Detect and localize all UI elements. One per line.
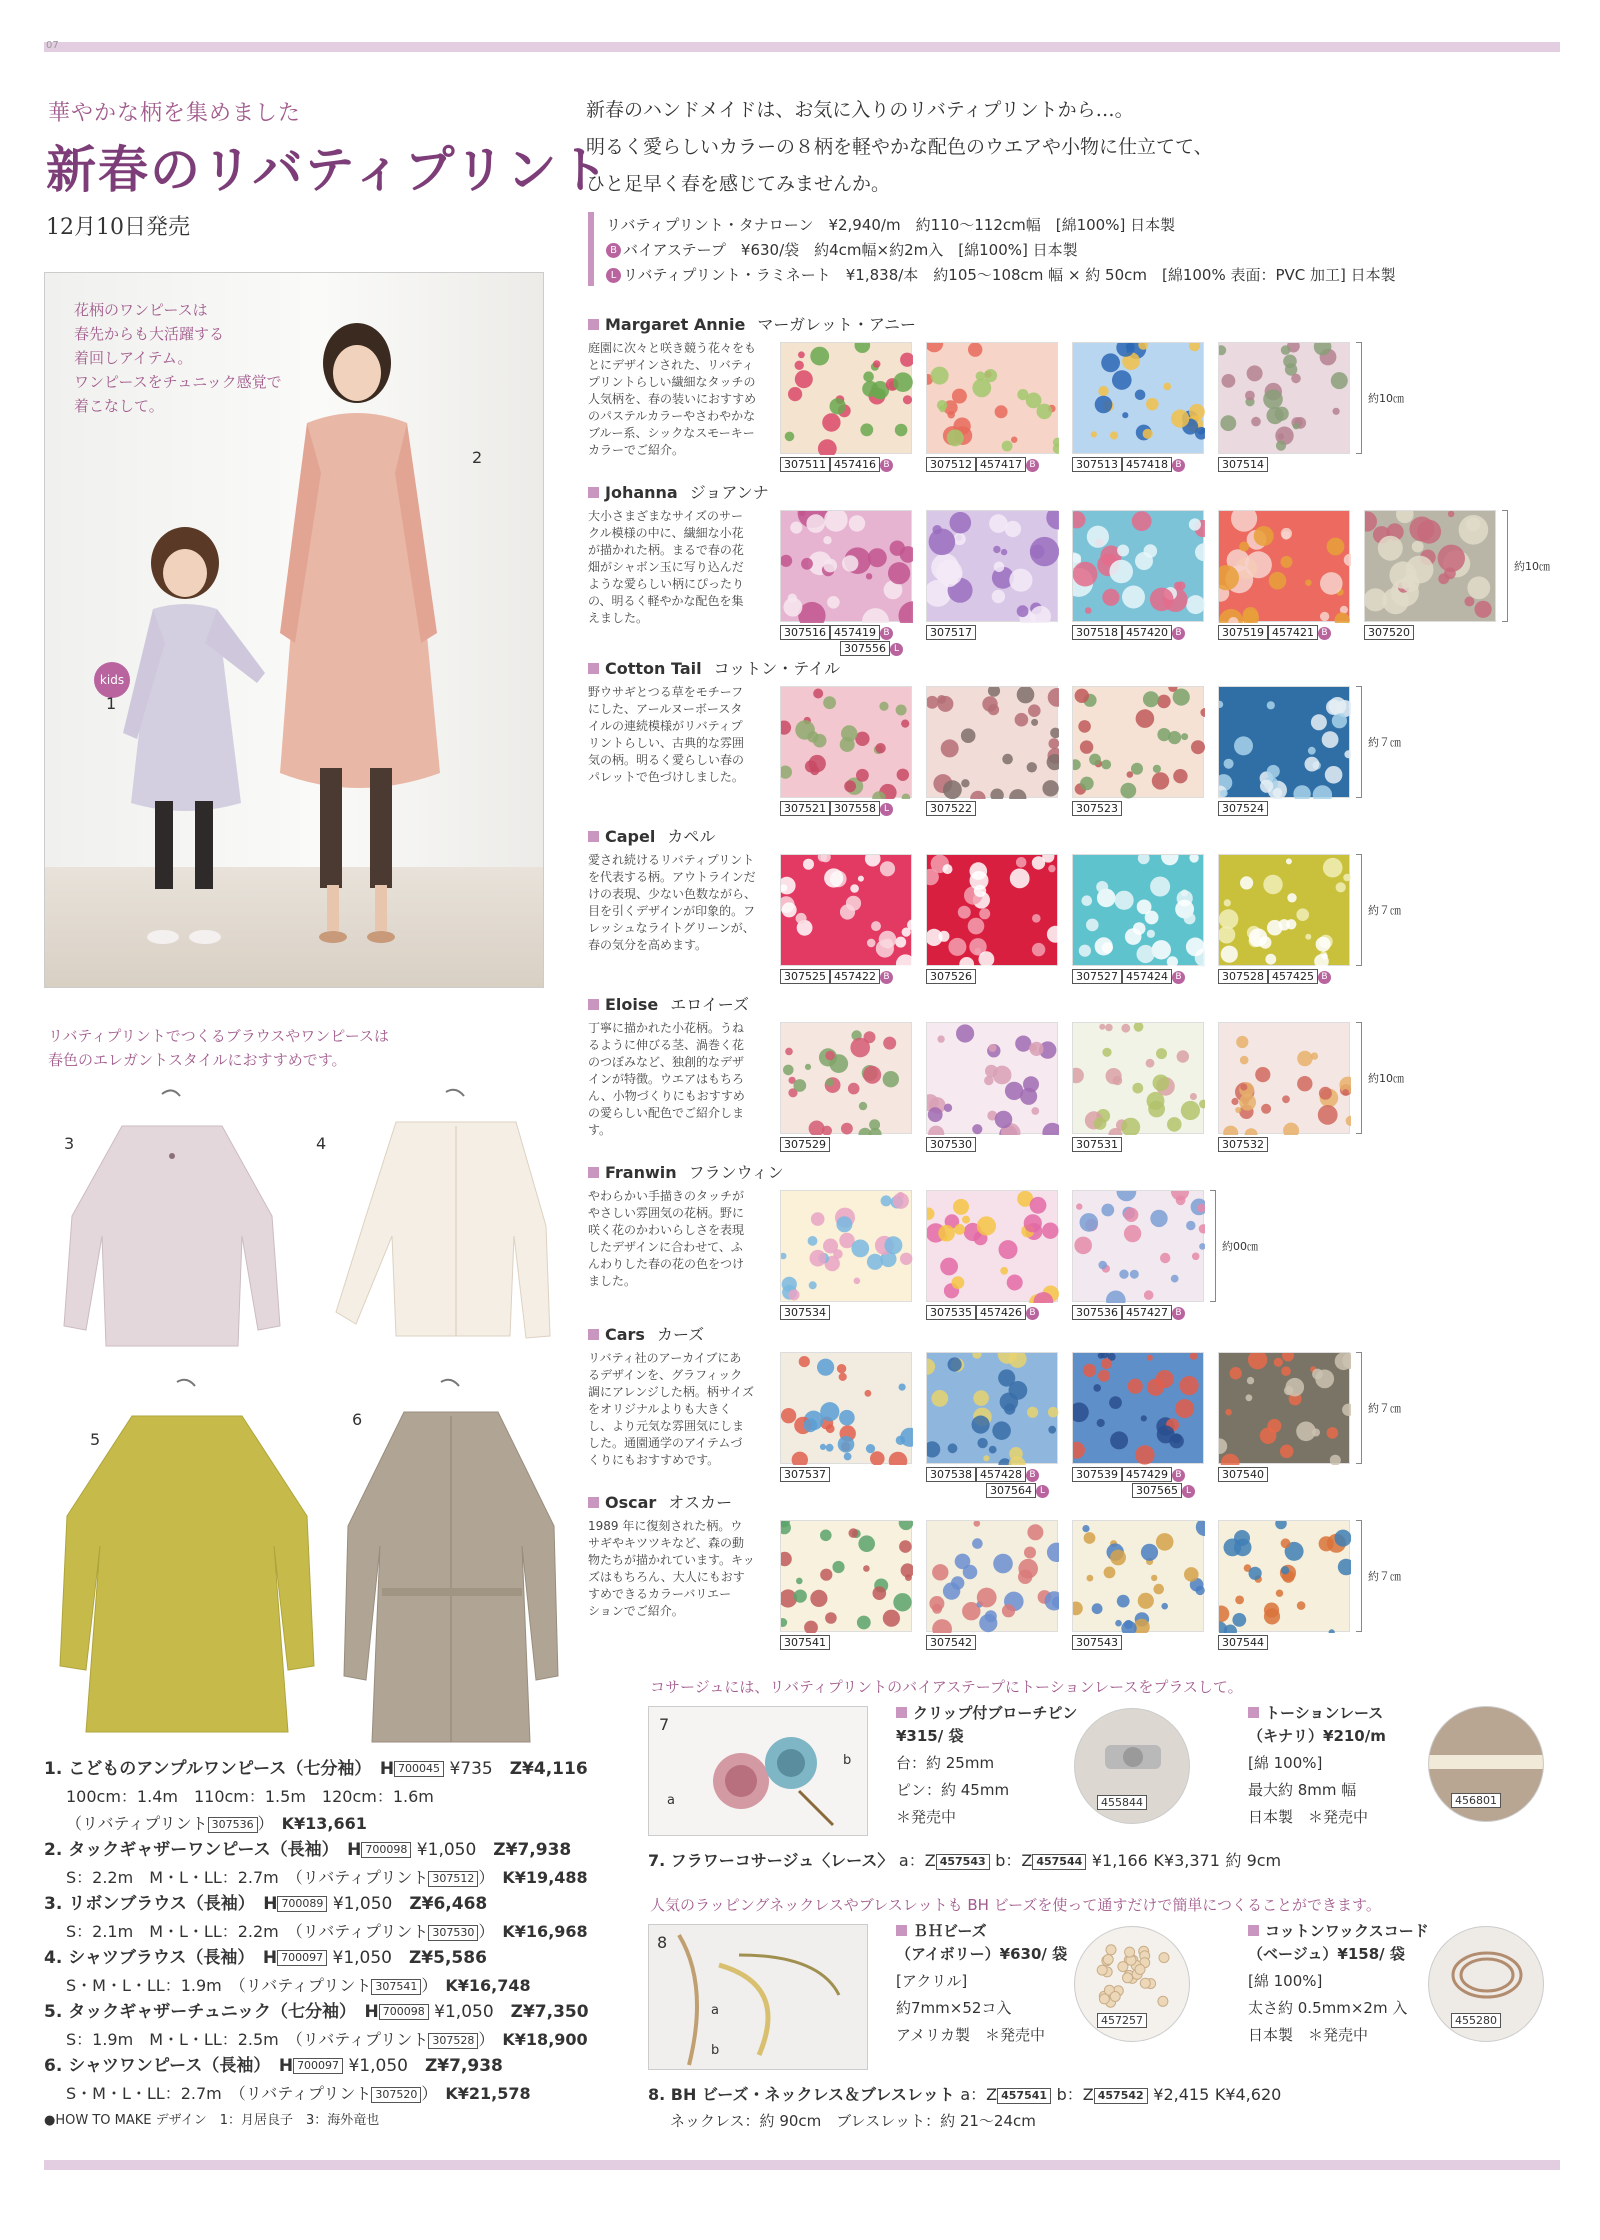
beads-photo-number: 8 [657, 1933, 668, 1952]
brooch-pin-info: クリップ付ブローチピン ¥315/ 袋 台：約 25mm ピン：約 45mm ＊発売中 [896, 1704, 1078, 1826]
section-name: Franwin [605, 1163, 677, 1182]
pattern-size: 約10㎝ [1514, 560, 1550, 573]
swatch-codes: 307513 457418 B [1072, 457, 1187, 473]
fabric-swatch[interactable] [926, 854, 1058, 966]
pattern-size: 約７㎝ [1368, 904, 1401, 917]
section-description-6: やわらかい手描きのタッチが やさしい雰囲気の花柄。野に 咲く花のかわいらしさを表現 したデザインに合わせて、ふ んわりした春の花の色をつけ ました。 [588, 1189, 745, 1288]
section-name-jp: オスカー [668, 1493, 733, 1512]
section-name-jp: カーズ [656, 1325, 705, 1344]
size-indicator-line [1356, 1022, 1362, 1134]
section-title-6 [588, 1160, 784, 1183]
pattern-size: 約７㎝ [1368, 1570, 1401, 1583]
fabric-swatch[interactable] [1072, 1520, 1204, 1632]
fabric-swatch[interactable] [780, 510, 912, 622]
beads-photo-a: a [711, 2003, 719, 2018]
section-title-7 [588, 1322, 704, 1345]
garment-6-image [326, 1376, 566, 1746]
pattern-size: 約10㎝ [1368, 392, 1404, 405]
fabric-swatch[interactable] [926, 1190, 1058, 1302]
fabric-swatch[interactable] [780, 1352, 912, 1464]
section-description-1: 庭園に次々と咲き競う花々をも とにデザインされた、リバティ プリントらしい繊細なタッチの 人気柄を、春の装いにおすすめ のパステルカラーやさわやかな ブルー系、シックなスモーキー カラーでご紹介。 [588, 341, 757, 457]
fabric-swatch[interactable] [780, 686, 912, 798]
swatch-codes: 307543 [1072, 1635, 1122, 1651]
fabric-swatch[interactable] [1218, 1520, 1350, 1632]
page-number: 07 [46, 40, 59, 51]
swatch-laminate-code: 307564 L [986, 1483, 1051, 1499]
fabric-swatch[interactable] [926, 1352, 1058, 1464]
spec-line-2: B バイアステープ ¥630/袋 約4cm幅×約2m入 [綿100%] 日本製 [606, 239, 1078, 260]
fabric-swatch[interactable] [1072, 1352, 1204, 1464]
garment-number-4: 4 [316, 1134, 327, 1153]
section-name: Cotton Tail [605, 659, 702, 678]
howto-note: ●HOW TO MAKE デザイン 1：月居良子 3：海外竜也 [44, 2113, 380, 2128]
size-indicator-line [1356, 1352, 1362, 1464]
size-indicator-line [1356, 686, 1362, 798]
kids-badge: kids [94, 662, 130, 698]
swatch-codes: 307542 [926, 1635, 976, 1651]
fabric-swatch[interactable] [926, 510, 1058, 622]
swatch-codes: 307517 [926, 625, 976, 641]
kicker: 華やかな柄を集めました [48, 101, 302, 126]
corsage-photo-number: 7 [659, 1715, 670, 1734]
garment-4-image [296, 1086, 558, 1356]
swatch-codes: 307512 457417 B [926, 457, 1041, 473]
torchon-lace-code: 456801 [1451, 1793, 1501, 1808]
section-name-jp: エロイーズ [670, 995, 749, 1014]
garment-number-6: 6 [352, 1410, 363, 1429]
size-indicator-line [1210, 1190, 1216, 1302]
swatch-codes: 307518 457420 B [1072, 625, 1187, 641]
section-name-jp: コットン・テイル [713, 659, 841, 678]
swatch-codes: 307539 457429 B [1072, 1467, 1187, 1483]
section-description-3: 野ウサギとつる草をモチーフ にした、アールヌーボースタ イルの連続模様がリバティプ リントらしい、古典的な雰囲 気の柄。明るく愛らしい春の パレットで色づけしました。 [588, 685, 745, 784]
section-name: Capel [605, 827, 656, 846]
fabric-swatch[interactable] [1218, 510, 1350, 622]
section-title-8 [588, 1490, 732, 1513]
swatch-laminate-code: 307556 L [840, 641, 905, 657]
product-item: 1. こどものアンプルワンピース（七分袖） H 700045 ¥735 Z¥4,116 100cm：1.4m 110cm：1.5m 120cm：1.6m （リバティプリント 307536 ） K¥13,661 [44, 1759, 588, 1833]
section-title-5 [588, 992, 749, 1015]
section-name: Cars [605, 1325, 645, 1344]
swatch-codes: 307516 457419 B [780, 625, 895, 641]
size-indicator-line [1356, 1520, 1362, 1632]
fabric-swatch[interactable] [780, 342, 912, 454]
section-title-2 [588, 480, 769, 503]
photo-number-2: 2 [472, 448, 483, 467]
photo-number-1: 1 [106, 694, 117, 713]
section-name-jp: マーガレット・アニー [757, 315, 917, 334]
pattern-size: 約00㎝ [1222, 1240, 1258, 1253]
section-title-4 [588, 824, 715, 847]
swatch-codes: 307529 [780, 1137, 830, 1153]
swatch-codes: 307535 457426 B [926, 1305, 1041, 1321]
swatch-codes: 307541 [780, 1635, 830, 1651]
garment-intro: リバティプリントでつくるブラウスやワンピースは 春色のエレガントスタイルにおすすめです。 [48, 1027, 389, 1069]
swatch-codes: 307524 [1218, 801, 1268, 817]
fabric-swatch[interactable] [1218, 686, 1350, 798]
section-title-3 [588, 656, 840, 679]
bh-beads-code: 457257 [1097, 2013, 1147, 2028]
fabric-swatch[interactable] [780, 854, 912, 966]
swatch-codes: 307522 [926, 801, 976, 817]
swatch-codes: 307511 457416 B [780, 457, 895, 473]
swatch-codes: 307526 [926, 969, 976, 985]
fabric-swatch[interactable] [926, 686, 1058, 798]
product-list [44, 1756, 604, 2134]
swatch-codes: 307525 457422 B [780, 969, 895, 985]
swatch-codes: 307532 [1218, 1137, 1268, 1153]
corsage-product: 7. フラワーコサージュ〈レース〉 a：Z 457543 b：Z 457544 ¥1,166 K¥3,371 約 9cm [648, 1851, 1282, 1870]
fabric-swatch[interactable] [1072, 854, 1204, 966]
torchon-lace-photo [1428, 1706, 1544, 1822]
swatch-codes: 307514 [1218, 457, 1268, 473]
fabric-swatch[interactable] [926, 1520, 1058, 1632]
spec-line-1: リバティプリント・タナローン ¥2,940/m 約110〜112cm幅 [綿100%] 日本製 [606, 216, 1176, 234]
swatch-laminate-code: 307565 L [1132, 1483, 1197, 1499]
section-description-2: 大小さまざまなサイズのサー クル模様の中に、繊細な小花 が描かれた柄。まるで春の花 畑がシャボン玉に写り込んだ ような愛らしい柄にぴったり の、明るく軽やかな配色を集 えました。 [588, 509, 745, 625]
section-description-7: リバティ社のアーカイブにあ るデザインを、グラフィック 調にアレンジした柄。柄サイズ をオリジナルよりも大きく し、より元気な雰囲気にしま した。通園通学のアイテムづ くりにもおすすめです。 [588, 1351, 754, 1467]
spec-bar [588, 212, 594, 286]
cotton-cord-info: コットンワックスコード （ベージュ）¥158/ 袋 [綿 100%] 太さ約 0.5mm×2m 入 日本製 ＊発売中 [1248, 1922, 1429, 2044]
size-indicator-line [1356, 854, 1362, 966]
section-name-jp: カペル [667, 827, 716, 846]
product-item: 2. タックギャザーワンピース（長袖） H 700098 ¥1,050 Z¥7,938 S：2.2m M・L・LL：2.7m （リバティプリント 307512 ） K¥19,488 [44, 1840, 588, 1887]
beads-headline: 人気のラッピングネックレスやブレスレットも BH ビーズを使って通すだけで簡単につくることができます。 [650, 1896, 1381, 1914]
section-name: Eloise [605, 995, 659, 1014]
page-title: 新春のリバティプリント [46, 140, 611, 199]
fabric-swatch[interactable] [780, 1022, 912, 1134]
pattern-size: 約10㎝ [1368, 1072, 1404, 1085]
torchon-lace-info: トーションレース （キナリ）¥210/m [綿 100%] 最大約 8mm 幅 日本製 ＊発売中 [1248, 1704, 1386, 1826]
fabric-swatch[interactable] [1218, 1022, 1350, 1134]
beads-photo [648, 1924, 868, 2070]
swatch-codes: 307519 457421 B [1218, 625, 1333, 641]
fabric-swatch[interactable] [1072, 686, 1204, 798]
fabric-swatch[interactable] [926, 1022, 1058, 1134]
section-description-5: 丁寧に描かれた小花柄。うね るように伸びる茎、渦巻く花 のつぼみなど、独創的なデザ インが特徴。ウエアはもちろ ん、小物づくりにもおすすめ の愛らしい配色でご紹介しま す。 [588, 1021, 745, 1137]
fabric-swatch[interactable] [1218, 854, 1350, 966]
brooch-pin-code: 455844 [1097, 1795, 1147, 1810]
fabric-swatch[interactable] [1072, 1022, 1204, 1134]
swatch-codes: 307523 [1072, 801, 1122, 817]
pattern-size: 約７㎝ [1368, 1402, 1401, 1415]
fabric-swatch[interactable] [780, 1520, 912, 1632]
fabric-swatch[interactable] [1072, 510, 1204, 622]
fabric-swatch[interactable] [1364, 510, 1496, 622]
swatch-codes: 307540 [1218, 1467, 1268, 1483]
swatch-codes: 307528 457425 B [1218, 969, 1333, 985]
garment-5-image [52, 1376, 322, 1736]
product-item: 4. シャツブラウス（長袖） H 700097 ¥1,050 Z¥5,586 S・M・L・LL：1.9m （リバティプリント 307541 ） K¥16,748 [44, 1948, 531, 1995]
fabric-swatch[interactable] [1072, 1190, 1204, 1302]
swatch-codes: 307531 [1072, 1137, 1122, 1153]
fabric-swatch[interactable] [926, 342, 1058, 454]
top-bar [44, 42, 1560, 52]
pattern-size: 約７㎝ [1368, 736, 1401, 749]
section-title-1 [588, 312, 916, 335]
corsage-photo-b: b [843, 1753, 852, 1768]
swatch-codes: 307520 [1364, 625, 1414, 641]
garment-number-3: 3 [64, 1134, 75, 1153]
swatch-codes: 307521 307558 L [780, 801, 895, 817]
fabric-swatch[interactable] [1072, 342, 1204, 454]
corsage-photo [648, 1706, 868, 1836]
brooch-pin-photo [1074, 1708, 1190, 1824]
swatch-codes: 307537 [780, 1467, 830, 1483]
product-item: 5. タックギャザーチュニック（七分袖） H 700098 ¥1,050 Z¥7,350 S：1.9m M・L・LL：2.5m （リバティプリント 307528 ） K¥18,900 [44, 2002, 589, 2049]
bh-beads-photo [1074, 1926, 1190, 2042]
fabric-swatch[interactable] [780, 1190, 912, 1302]
garment-3-image [52, 1086, 292, 1356]
swatch-codes: 307530 [926, 1137, 976, 1153]
section-name: Oscar [605, 1493, 657, 1512]
fabric-swatch[interactable] [1218, 1352, 1350, 1464]
garment-number-5: 5 [90, 1430, 101, 1449]
beads-size: ネックレス：約 90cm ブレスレット：約 21〜24cm [670, 2112, 1036, 2130]
cotton-cord-photo [1428, 1926, 1544, 2042]
section-name-jp: ジョアンナ [689, 483, 769, 502]
section-description-8: 1989 年に復刻された柄。ウ サギやキツツキなど、森の動 物たちが描かれています。キッ ズはもちろん、大人にもおす すめできるカラーバリエー ションでご紹介。 [588, 1519, 755, 1618]
section-name-jp: フランウィン [688, 1163, 784, 1182]
release-date: 12月10日発売 [46, 215, 190, 240]
bh-beads-info: ＢＨビーズ （アイボリー）¥630/ 袋 [アクリル] 約7mm×52コ入 アメリカ製 ＊発売中 [896, 1922, 1068, 2044]
swatch-codes: 307534 [780, 1305, 830, 1321]
product-item: 3. リボンブラウス（長袖） H 700089 ¥1,050 Z¥6,468 S：2.1m M・L・LL：2.2m （リバティプリント 307530 ） K¥16,968 [44, 1894, 588, 1941]
bottom-bar [44, 2160, 1560, 2170]
swatch-codes: 307544 [1218, 1635, 1268, 1651]
section-description-4: 愛され続けるリバティプリント を代表する柄。アウトラインだ けの表現、少ない色数ながら、 目を引くデザインが印象的。フ レッシュなライトグリーンが、 春の気分を高めます。 [588, 853, 757, 952]
spec-line-3: L リバティプリント・ラミネート ¥1,838/本 約105〜108cm 幅 × 約 50cm [綿100% 表面：PVC 加工] 日本製 [606, 264, 1396, 285]
swatch-codes: 307527 457424 B [1072, 969, 1187, 985]
fabric-swatch[interactable] [1218, 342, 1350, 454]
swatch-codes: 307536 457427 B [1072, 1305, 1187, 1321]
product-item: 6. シャツワンピース（長袖） H 700097 ¥1,050 Z¥7,938 S・M・L・LL：2.7m （リバティプリント 307520 ） K¥21,578 [44, 2056, 531, 2103]
section-name: Margaret Annie [605, 315, 746, 334]
size-indicator-line [1502, 510, 1508, 622]
size-indicator-line [1356, 342, 1362, 454]
section-name: Johanna [605, 483, 678, 502]
photo-caption: 花柄のワンピースは 春先からも大活躍する 着回しアイテム。 ワンピースをチュニック感覚で 着こなして。 [74, 301, 282, 415]
swatch-codes: 307538 457428 B [926, 1467, 1041, 1483]
beads-product: 8. BH ビーズ・ネックレス＆ブレスレット a：Z 457541 b：Z 457542 ¥2,415 K¥4,620 [648, 2085, 1282, 2104]
corsage-headline: コサージュには、リバティプリントのバイアステープにトーションレースをプラスして。 [650, 1678, 1243, 1696]
cotton-cord-code: 455280 [1451, 2013, 1501, 2028]
intro-text: 新春のハンドメイドは、お気に入りのリバティプリントから…。 明るく愛らしいカラーの８柄を軽やかな配色のウエアや小物に仕立てて、 ひと足早く春を感じてみませんか。 [586, 99, 1213, 195]
corsage-photo-a: a [667, 1793, 675, 1808]
beads-photo-b: b [711, 2043, 720, 2058]
